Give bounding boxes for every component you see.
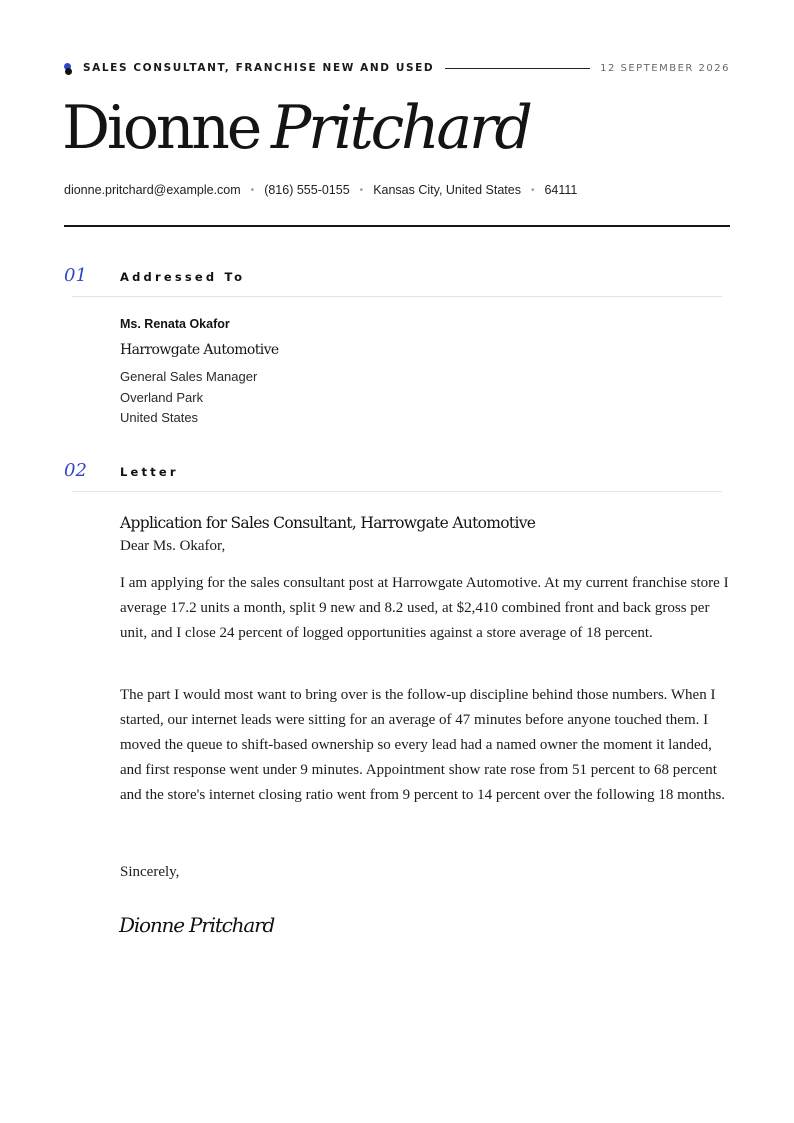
contact-email[interactable]: dionne.pritchard@example.com: [64, 183, 241, 197]
contact-location: Kansas City, United States: [373, 183, 521, 197]
separator-dot-icon: •: [250, 184, 255, 196]
last-name: Pritchard: [271, 93, 530, 163]
section-divider-addressed: [72, 296, 722, 297]
header-divider: [64, 225, 730, 227]
section-title-addressed: Addressed To: [120, 270, 246, 284]
letter-paragraph-1: I am applying for the sales consultant post at Harrowgate Automotive. At my current franchise store I average 17.2 units a month, split 9 new and 8.2 used, at $2,410 combined front and back gross per unit, and I close 24 percent of logged opportunities against a store average of 18 percent.: [120, 575, 729, 641]
recipient-name: Ms. Renata Okafor: [120, 317, 230, 331]
top-bar: [64, 60, 730, 76]
address-line-city: Overland Park: [120, 390, 204, 405]
address-line-title: General Sales Manager: [120, 369, 258, 384]
letter-subject: Application for Sales Consultant, Harrowgate Automotive: [120, 514, 536, 532]
contact-postcode: 64111: [544, 183, 578, 197]
bullet-dots-icon: [64, 61, 74, 75]
address-line-country: United States: [120, 410, 199, 425]
letter-closing: Sincerely,: [120, 864, 180, 880]
separator-dot-icon: •: [530, 184, 535, 196]
black-dot-icon: [65, 68, 72, 75]
section-number-addressed: 01: [64, 265, 87, 286]
section-divider-letter: [72, 491, 722, 492]
recipient-company: Harrowgate Automotive: [120, 342, 279, 358]
section-title-letter: Letter: [120, 465, 179, 479]
applicant-name: [62, 92, 530, 164]
letter-paragraph-2: The part I would most want to bring over is the follow-up discipline behind those numbers. When I started, our internet leads were sitting for an average of 47 minutes before anyone touched them. I moved the queue to shift-based ownership so every lead had a named owner the moment it landed, and first response went under 9 minutes. Appointment show rate rose from 51 percent to 68 percent and the store's internet closing ratio went from 9 percent to 14 percent over the following 18 months.: [120, 687, 726, 803]
job-role: SALES CONSULTANT, FRANCHISE NEW AND USED: [83, 62, 435, 74]
letter-salutation: Dear Ms. Okafor,: [120, 538, 226, 554]
letter-date: 12 SEPTEMBER 2026: [600, 62, 730, 74]
first-name: Dionne: [62, 93, 260, 163]
separator-dot-icon: •: [359, 184, 364, 196]
contact-phone[interactable]: (816) 555-0155: [264, 183, 350, 197]
contact-line: [64, 183, 577, 197]
top-divider-line: [445, 68, 590, 69]
section-number-letter: 02: [64, 460, 87, 481]
signature: Dionne Pritchard: [119, 913, 275, 937]
